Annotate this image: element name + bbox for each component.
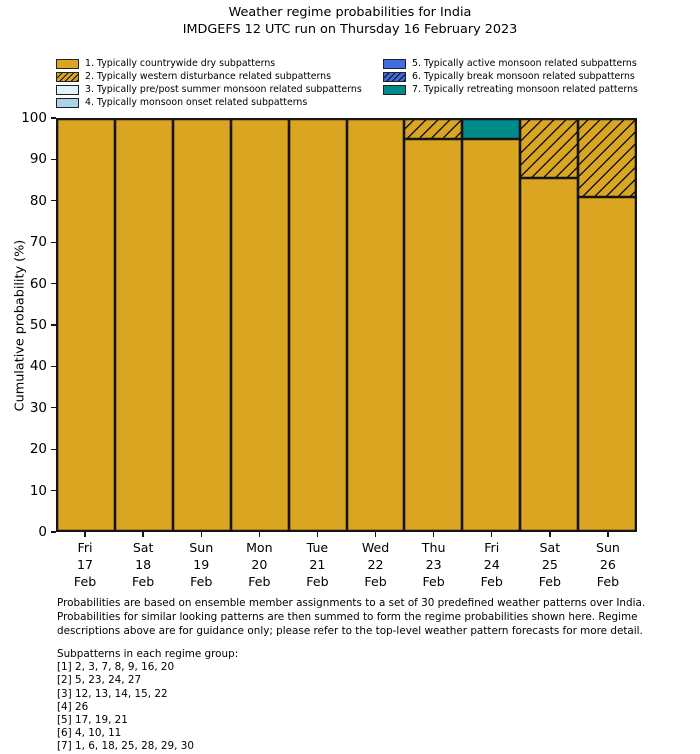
bar-segment [462, 119, 520, 139]
y-axis-tick [51, 283, 56, 284]
footnote [57, 597, 677, 638]
legend-swatch-icon [56, 85, 79, 95]
legend-item-3 [56, 83, 362, 96]
y-axis-tick [51, 449, 56, 450]
legend-column-right [383, 57, 638, 96]
legend-item-1 [56, 57, 362, 70]
bar-sun-19-feb [173, 119, 231, 531]
y-tick-label: 20 [29, 441, 47, 458]
y-tick-label: 70 [29, 234, 47, 251]
legend-column-left [56, 57, 362, 109]
subpatterns-line: [3] 12, 13, 14, 15, 22 [57, 687, 168, 700]
bar-segment [173, 119, 231, 531]
subpatterns-line: [4] 26 [57, 700, 89, 713]
bar-segment [57, 119, 115, 531]
y-axis-tick [51, 490, 56, 491]
bar-tue-21-feb [289, 119, 347, 531]
x-axis-tick [142, 532, 143, 537]
x-axis-tick [317, 532, 318, 537]
legend-swatch-icon [383, 59, 406, 69]
y-tick-label: 50 [29, 317, 47, 333]
footnote-line: Probabilities are based on ensemble member assignments to a set of 30 predefined weather patterns over India. [57, 597, 646, 609]
y-tick-label: 40 [29, 358, 47, 375]
legend-item-2 [56, 70, 362, 83]
subpatterns-line: [7] 1, 6, 18, 25, 28, 29, 30 [57, 740, 194, 753]
x-axis-tick [491, 532, 492, 537]
subpatterns-block [57, 648, 457, 754]
subpatterns-line: [6] 4, 10, 11 [57, 727, 122, 740]
y-tick-label: 100 [21, 110, 47, 126]
x-tick-label: Thu 23 Feb [421, 540, 446, 589]
y-tick-label: 30 [29, 399, 47, 416]
bar-segment [520, 178, 578, 531]
x-axis-tick [201, 532, 202, 537]
bar-mon-20-feb [231, 119, 289, 531]
subpatterns-line: [1] 2, 3, 7, 8, 9, 16, 20 [57, 661, 175, 674]
x-tick-label: Sun 19 Feb [189, 540, 214, 589]
y-axis-tick [51, 407, 56, 408]
subpatterns-line: [5] 17, 19, 21 [57, 714, 128, 727]
bar-segment [289, 119, 347, 531]
bar-sat-25-feb [520, 119, 578, 531]
bar-segment [578, 119, 636, 197]
footnote-line: descriptions above are for guidance only; please refer to the top-level weather pattern forecasts for more detail. [57, 624, 643, 637]
bar-segment [462, 139, 520, 531]
bar-segment [404, 119, 462, 139]
bar-segment [578, 197, 636, 531]
y-tick-label: 90 [29, 151, 47, 168]
x-axis-tick [607, 532, 608, 537]
chart-title: Weather regime probabilities for India [228, 5, 472, 20]
x-tick-label: Sat 18 Feb [131, 540, 155, 589]
legend-item-label: 1. Typically countrywide dry subpatterns [85, 58, 276, 69]
legend-swatch-icon [383, 85, 406, 95]
legend-item-label: 7. Typically retreating monsoon related patterns [412, 84, 638, 95]
subpatterns-heading: Subpatterns in each regime group: [57, 648, 239, 660]
legend-item-6 [383, 70, 638, 83]
plot-area [56, 118, 637, 532]
y-tick-label: 80 [29, 192, 47, 209]
x-tick-label: Sat 25 Feb [538, 540, 561, 589]
y-tick-label: 10 [29, 482, 47, 499]
x-axis-tick [433, 532, 434, 537]
bar-segment [231, 119, 289, 531]
y-axis-tick [51, 159, 56, 160]
legend-item-label: 3. Typically pre/post summer monsoon related subpatterns [85, 84, 362, 95]
legend-item-7 [383, 83, 638, 96]
bar-fri-24-feb [462, 119, 520, 531]
y-axis-tick [51, 242, 56, 243]
x-tick-label: Fri 24 Feb [480, 540, 503, 589]
y-axis-tick [51, 117, 56, 118]
bar-segment [347, 119, 405, 531]
y-axis-label: Cumulative probability (%) [12, 239, 28, 412]
bar-thu-23-feb [404, 119, 462, 531]
legend-item-label: 5. Typically active monsoon related subpatterns [412, 58, 637, 69]
bar-segment [404, 139, 462, 531]
bar-segment [115, 119, 173, 531]
bar-fri-17-feb [57, 119, 115, 531]
chart-subtitle: IMDGEFS 12 UTC run on Thursday 16 February 2023 [182, 21, 518, 37]
subpatterns-line: [2] 5, 23, 24, 27 [57, 674, 142, 687]
footnote-line: Probabilities for similar looking patterns are then summed to form the regime probabilities shown here. Regime [57, 610, 638, 623]
x-tick-label: Fri 17 Feb [73, 540, 97, 589]
x-tick-label: Mon 20 Feb [246, 540, 273, 589]
legend-item-label: 4. Typically monsoon onset related subpatterns [85, 97, 308, 108]
legend-swatch-icon [383, 72, 406, 82]
x-tick-label: Sun 26 Feb [595, 540, 620, 589]
bar-sun-26-feb [578, 119, 636, 531]
legend-swatch-icon [56, 59, 79, 69]
legend-item-5 [383, 57, 638, 70]
y-axis-tick [51, 531, 56, 532]
legend-swatch-icon [56, 98, 79, 108]
y-axis-tick [51, 324, 56, 325]
legend-item-label: 6. Typically break monsoon related subpatterns [412, 71, 635, 82]
legend-item-4 [56, 96, 362, 109]
x-axis-tick [549, 532, 550, 537]
chart-title-block [0, 5, 700, 38]
y-axis-tick [51, 200, 56, 201]
x-tick-label: Wed 22 Feb [361, 540, 390, 589]
legend-item-label: 2. Typically western disturbance related subpatterns [85, 71, 332, 82]
x-axis-tick [375, 532, 376, 537]
y-tick-label: 0 [38, 524, 47, 540]
bar-segment [520, 119, 578, 178]
x-axis-tick [84, 532, 85, 537]
bar-sat-18-feb [115, 119, 173, 531]
legend-swatch-icon [56, 72, 79, 82]
y-axis-tick [51, 366, 56, 367]
x-axis-tick [259, 532, 260, 537]
bar-wed-22-feb [347, 119, 405, 531]
y-tick-label: 60 [29, 275, 47, 292]
x-tick-label: Tue 21 Feb [306, 540, 329, 589]
